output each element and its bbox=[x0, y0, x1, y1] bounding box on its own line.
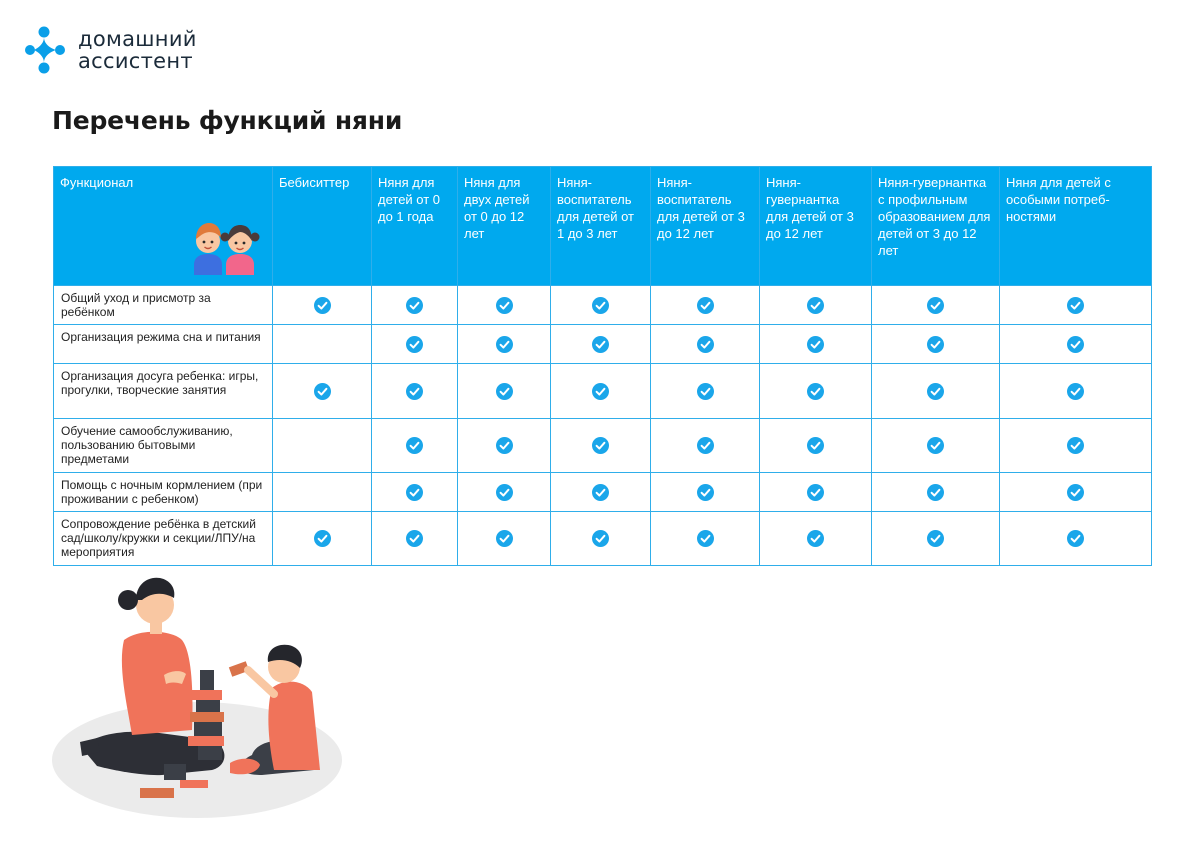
column-header: Няня-гувернантка для детей от 3 до 12 лет bbox=[760, 167, 872, 286]
column-header: Няня для детей от 0 до 1 года bbox=[372, 167, 458, 286]
check-cell bbox=[1000, 512, 1152, 566]
check-cell bbox=[273, 473, 372, 512]
check-cell bbox=[872, 419, 1000, 473]
check-cell bbox=[760, 473, 872, 512]
brand-line-1: домашний bbox=[78, 27, 197, 51]
molecule-logo-icon bbox=[24, 26, 68, 74]
check-icon bbox=[592, 383, 609, 400]
check-cell bbox=[372, 419, 458, 473]
check-icon bbox=[697, 383, 714, 400]
check-icon bbox=[314, 530, 331, 547]
nanny-playing-illustration bbox=[52, 570, 352, 825]
check-cell bbox=[651, 286, 760, 325]
check-cell bbox=[872, 364, 1000, 419]
check-icon bbox=[697, 484, 714, 501]
check-icon bbox=[1067, 484, 1084, 501]
column-header-label: Функционал bbox=[60, 175, 134, 190]
check-cell bbox=[372, 286, 458, 325]
table-header-row bbox=[54, 167, 1152, 286]
check-cell bbox=[872, 473, 1000, 512]
check-cell bbox=[273, 419, 372, 473]
table-row bbox=[54, 325, 1152, 364]
check-cell bbox=[551, 286, 651, 325]
check-icon bbox=[1067, 383, 1084, 400]
function-label: Организация досуга ребенка: игры, прогулки, творческие занятия bbox=[54, 364, 273, 419]
function-label: Общий уход и присмотр за ребёнком bbox=[54, 286, 273, 325]
check-cell bbox=[651, 473, 760, 512]
column-header: Няня-гувернантка с профильным образованием для детей от 3 до 12 лет bbox=[872, 167, 1000, 286]
check-icon bbox=[697, 297, 714, 314]
column-header: Няня для детей с особыми потреб-ностями bbox=[1000, 167, 1152, 286]
check-cell bbox=[372, 512, 458, 566]
check-cell bbox=[872, 325, 1000, 364]
check-cell bbox=[872, 286, 1000, 325]
check-icon bbox=[314, 297, 331, 314]
check-cell bbox=[651, 512, 760, 566]
table-row bbox=[54, 512, 1152, 566]
check-cell bbox=[273, 286, 372, 325]
check-cell bbox=[458, 364, 551, 419]
column-header: Бебиситтер bbox=[273, 167, 372, 286]
check-icon bbox=[406, 437, 423, 454]
check-cell bbox=[273, 325, 372, 364]
check-cell bbox=[651, 325, 760, 364]
check-cell bbox=[760, 512, 872, 566]
brand-name bbox=[78, 28, 197, 72]
check-icon bbox=[807, 484, 824, 501]
check-icon bbox=[927, 383, 944, 400]
check-icon bbox=[496, 297, 513, 314]
check-cell bbox=[760, 286, 872, 325]
check-icon bbox=[807, 336, 824, 353]
check-cell bbox=[458, 419, 551, 473]
check-cell bbox=[1000, 325, 1152, 364]
function-label: Организация режима сна и питания bbox=[54, 325, 273, 364]
column-header bbox=[54, 167, 273, 286]
check-cell bbox=[551, 473, 651, 512]
check-cell bbox=[1000, 364, 1152, 419]
brand-logo[interactable] bbox=[24, 26, 197, 74]
check-icon bbox=[927, 530, 944, 547]
column-header: Няня-воспитатель для детей от 1 до 3 лет bbox=[551, 167, 651, 286]
brand-line-2: ассистент bbox=[78, 49, 193, 73]
check-cell bbox=[458, 325, 551, 364]
check-icon bbox=[1067, 297, 1084, 314]
check-icon bbox=[406, 383, 423, 400]
check-cell bbox=[273, 512, 372, 566]
check-cell bbox=[1000, 473, 1152, 512]
check-cell bbox=[1000, 286, 1152, 325]
check-cell bbox=[551, 364, 651, 419]
check-cell bbox=[651, 364, 760, 419]
functions-table bbox=[53, 166, 1152, 566]
check-icon bbox=[496, 484, 513, 501]
check-icon bbox=[927, 336, 944, 353]
check-icon bbox=[807, 383, 824, 400]
check-icon bbox=[496, 437, 513, 454]
function-label: Обучение самообслуживанию, пользованию бытовыми предметами bbox=[54, 419, 273, 473]
check-icon bbox=[927, 297, 944, 314]
check-cell bbox=[651, 419, 760, 473]
children-icon bbox=[188, 217, 260, 275]
check-cell bbox=[372, 325, 458, 364]
check-icon bbox=[1067, 336, 1084, 353]
check-cell bbox=[760, 364, 872, 419]
table-row bbox=[54, 419, 1152, 473]
check-icon bbox=[406, 336, 423, 353]
check-icon bbox=[592, 484, 609, 501]
check-icon bbox=[1067, 530, 1084, 547]
page-title: Перечень функций няни bbox=[52, 106, 403, 135]
check-cell bbox=[1000, 419, 1152, 473]
function-label: Помощь с ночным кормлением (при проживании с ребенком) bbox=[54, 473, 273, 512]
check-cell bbox=[372, 364, 458, 419]
column-header: Няня для двух детей от 0 до 12 лет bbox=[458, 167, 551, 286]
column-header: Няня-воспитатель для детей от 3 до 12 лет bbox=[651, 167, 760, 286]
check-icon bbox=[496, 530, 513, 547]
check-icon bbox=[697, 530, 714, 547]
check-cell bbox=[872, 512, 1000, 566]
check-icon bbox=[406, 530, 423, 547]
check-icon bbox=[807, 297, 824, 314]
table-row bbox=[54, 364, 1152, 419]
check-icon bbox=[927, 437, 944, 454]
check-icon bbox=[496, 336, 513, 353]
check-icon bbox=[592, 297, 609, 314]
check-icon bbox=[927, 484, 944, 501]
check-icon bbox=[592, 336, 609, 353]
check-cell bbox=[551, 419, 651, 473]
check-cell bbox=[458, 473, 551, 512]
check-cell bbox=[551, 512, 651, 566]
check-cell bbox=[372, 473, 458, 512]
check-icon bbox=[406, 484, 423, 501]
function-label: Сопровождение ребёнка в детский сад/школу/кружки и секции/ЛПУ/на мероприятия bbox=[54, 512, 273, 566]
check-cell bbox=[760, 419, 872, 473]
check-icon bbox=[807, 530, 824, 547]
check-icon bbox=[807, 437, 824, 454]
check-icon bbox=[592, 530, 609, 547]
check-icon bbox=[592, 437, 609, 454]
table-row bbox=[54, 473, 1152, 512]
check-icon bbox=[697, 336, 714, 353]
check-icon bbox=[406, 297, 423, 314]
check-cell bbox=[458, 286, 551, 325]
check-icon bbox=[496, 383, 513, 400]
check-cell bbox=[273, 364, 372, 419]
check-cell bbox=[458, 512, 551, 566]
table-body bbox=[54, 286, 1152, 566]
check-cell bbox=[760, 325, 872, 364]
check-icon bbox=[314, 383, 331, 400]
check-icon bbox=[1067, 437, 1084, 454]
table-row bbox=[54, 286, 1152, 325]
check-icon bbox=[697, 437, 714, 454]
check-cell bbox=[551, 325, 651, 364]
